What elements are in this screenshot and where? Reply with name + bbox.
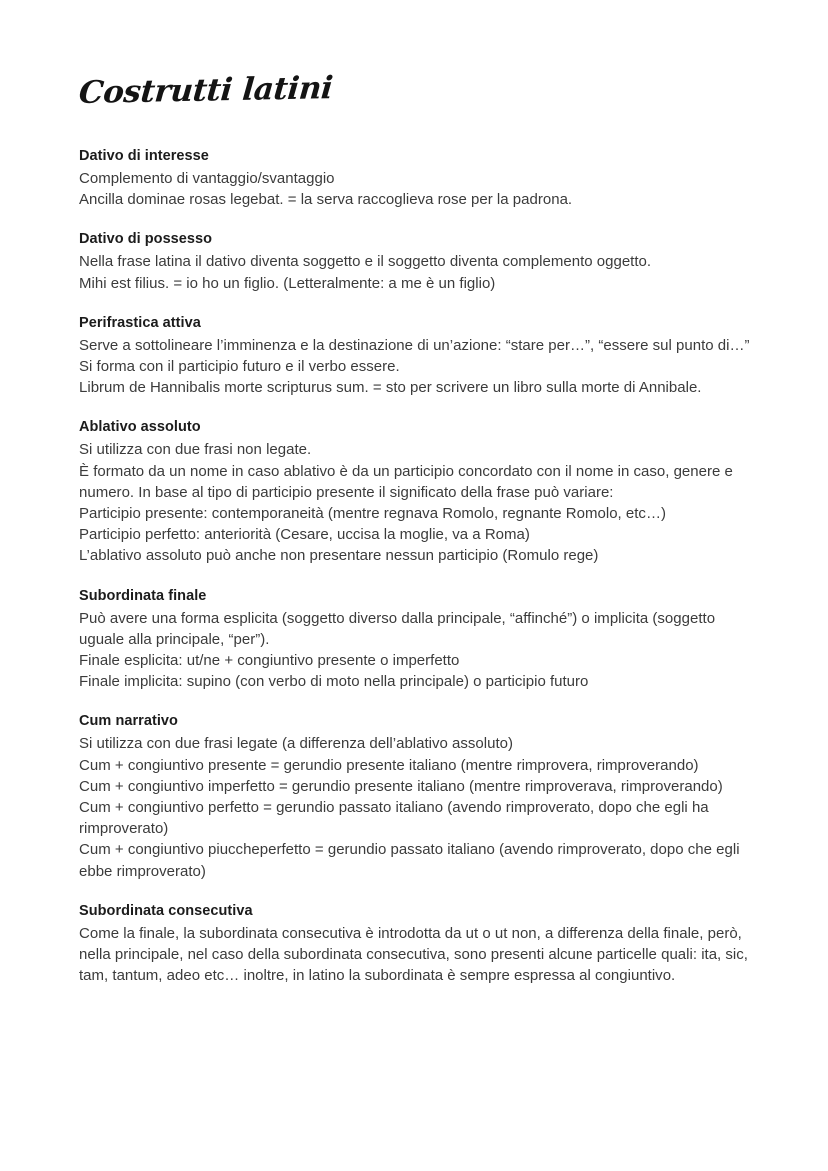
- section-line: Participio perfetto: anteriorità (Cesare, uccisa la moglie, va a Roma): [79, 526, 530, 544]
- section-heading: Ablativo assoluto: [79, 419, 201, 436]
- section-line: Si utilizza con due frasi legate (a differenza dell’ablativo assoluto): [79, 735, 514, 753]
- section-line: Come la finale, la subordinata consecutiva è introdotta da ut o ut non, a differenza della finale, però, nella principale, nel caso della subordinata consecutiva, sono presenti alcune particelle quali: ita, sic, tam, tantum, adeo etc… inoltre, in latino la subordinata è sempre espressa al congiuntivo.: [79, 924, 748, 985]
- section-heading: Dativo di possesso: [79, 231, 213, 248]
- section-line: Complemento di vantaggio/svantaggio: [79, 170, 335, 187]
- section-subordinata-consecutiva: [79, 901, 751, 987]
- section-line: Cum + congiuntivo piuccheperfetto = gerundio passato italiano (avendo rimproverato, dopo che egli ebbe rimproverato): [79, 841, 740, 880]
- section-dativo-di-interesse: [79, 146, 751, 210]
- section-line: Cum + congiuntivo perfetto = gerundio passato italiano (avendo rimproverato, dopo che egli ha rimproverato): [79, 799, 709, 838]
- section-line: Cum + congiuntivo presente = gerundio presente italiano (mentre rimprovera, rimproverando): [79, 756, 699, 774]
- section-line: Si forma con il participio futuro e il verbo essere.: [79, 358, 400, 376]
- section-heading: Subordinata finale: [79, 587, 207, 604]
- section-cum-narrativo: [79, 711, 751, 881]
- section-line: L’ablativo assoluto può anche non presentare nessun participio (Romulo rege): [79, 547, 599, 565]
- section-subordinata-finale: [79, 586, 751, 693]
- section-line: È formato da un nome in caso ablativo è da un participio concordato con il nome in caso, genere e numero. In base al tipo di participio presente il significato della frase può variare:: [79, 462, 733, 501]
- section-line: Finale implicita: supino (con verbo di moto nella principale) o participio futuro: [79, 673, 589, 691]
- section-line: Participio presente: contemporaneità (mentre regnava Romolo, regnante Romolo, etc…): [79, 505, 666, 523]
- section-line: Cum + congiuntivo imperfetto = gerundio presente italiano (mentre rimproverava, rimproverando): [79, 777, 723, 795]
- section-heading: Perifrastica attiva: [79, 314, 201, 331]
- section-line: Può avere una forma esplicita (soggetto diverso dalla principale, “affinché”) o implicita (soggetto uguale alla principale, “per”).: [79, 609, 716, 648]
- document-content: [77, 70, 751, 986]
- section-heading: Subordinata consecutiva: [79, 902, 253, 919]
- section-heading: Dativo di interesse: [79, 148, 209, 164]
- section-line: Finale esplicita: ut/ne + congiuntivo presente o imperfetto: [79, 652, 460, 670]
- section-perifrastica-attiva: [79, 313, 751, 399]
- section-line: Librum de Hannibalis morte scripturus sum. = sto per scrivere un libro sulla morte di Annibale.: [79, 379, 702, 397]
- section-line: Ancilla dominae rosas legebat. = la serva raccoglieva rose per la padrona.: [79, 191, 573, 209]
- section-line: Si utilizza con due frasi non legate.: [79, 441, 312, 459]
- page-title: Costrutti latini: [77, 70, 335, 111]
- section-ablativo-assoluto: [79, 417, 751, 566]
- section-line: Nella frase latina il dativo diventa soggetto e il soggetto diventa complemento oggetto.: [79, 253, 652, 271]
- section-heading: Cum narrativo: [79, 713, 178, 730]
- section-line: Mihi est filius. = io ho un figlio. (Letteralmente: a me è un figlio): [79, 274, 496, 292]
- section-line: Serve a sottolineare l’imminenza e la destinazione di un’azione: “stare per…”, “essere sul punto di…”: [79, 336, 750, 354]
- section-dativo-di-possesso: [79, 229, 751, 293]
